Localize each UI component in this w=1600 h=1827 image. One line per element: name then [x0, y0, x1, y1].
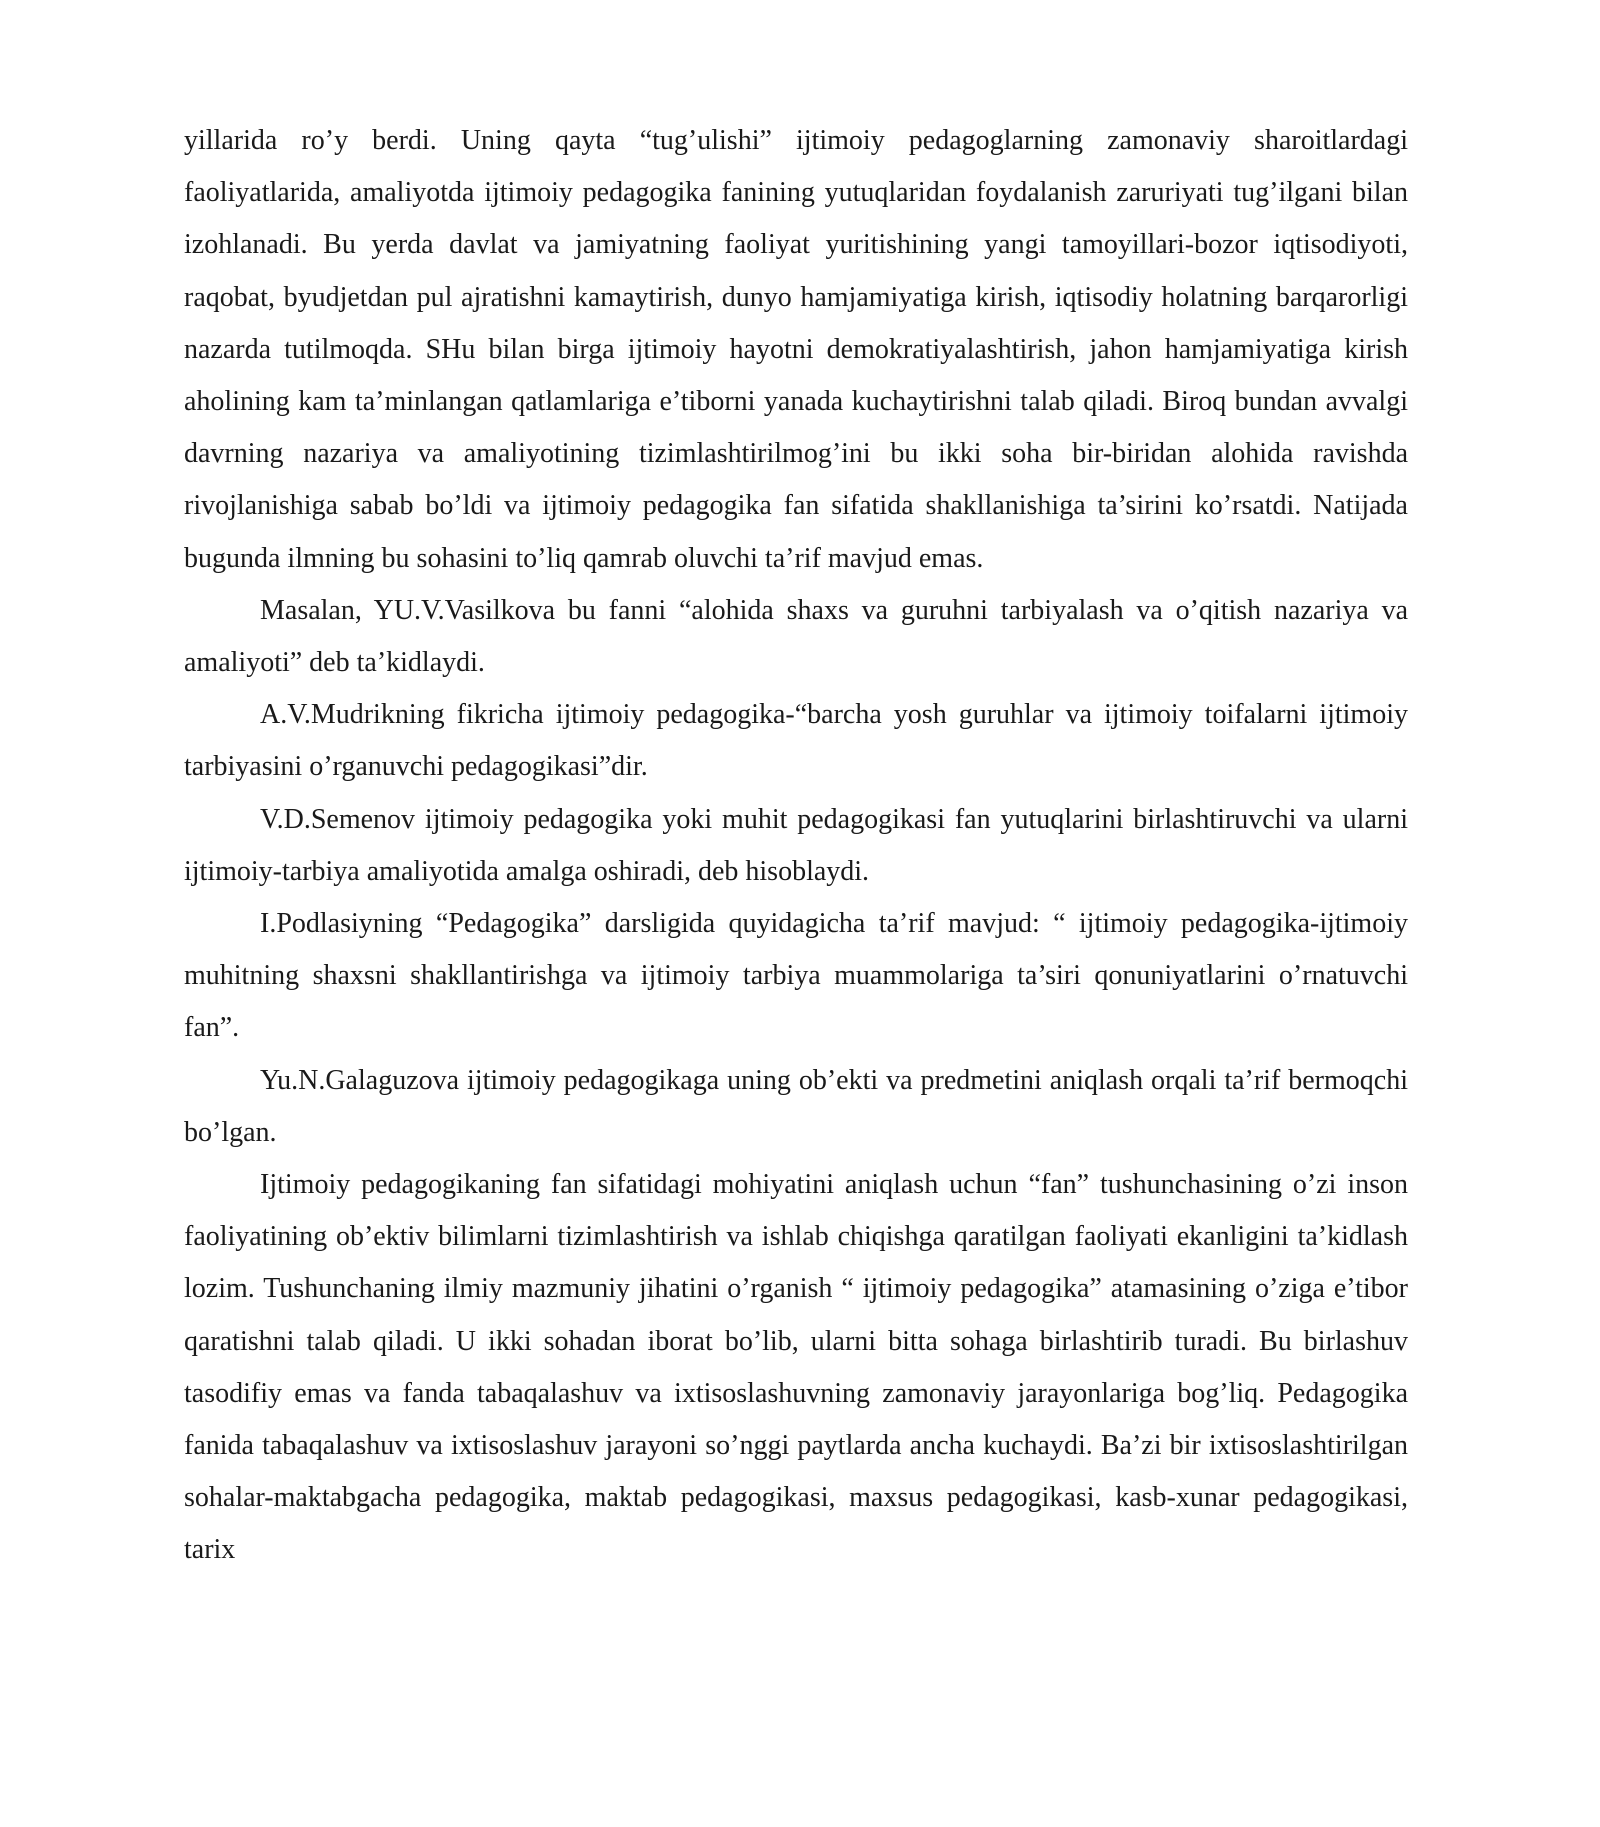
paragraph-podlasiy: I.Podlasiyning “Pedagogika” darsligida quyidagicha ta’rif mavjud: “ ijtimoiy pedagogika-ijtimoiy muhitning shaxsni shakllantirishga va ijtimoiy tarbiya muammolariga ta’siri qonuniyatlarini o’rnatuvchi fan”. — [184, 908, 1408, 1044]
paragraph-vasilkova: Masalan, YU.V.Vasilkova bu fanni “alohida shaxs va guruhni tarbiyalash va o’qitish nazariya va amaliyoti” deb ta’kidlaydi. — [184, 594, 1408, 679]
paragraph-fan-essence: Ijtimoiy pedagogikaning fan sifatidagi mohiyatini aniqlash uchun “fan” tushunchasining o’zi inson faoliyatining ob’ektiv bilimlarni tizimlashtirish va ishlab chiqishga qaratilgan faoliyati ekanligini ta’kidlash lozim. Tushunchaning ilmiy mazmuniy jihatini o’rganish “ ijtimoiy pedagogika” atamasining o’ziga e’tibor qaratishni talab qiladi. U ikki sohadan iborat bo’lib, ularni bitta sohaga birlashtirib turadi. Bu birlashuv tasodifiy emas va fanda tabaqalashuv va ixtisoslashuvning zamonaviy jarayonlariga bog’liq. Pedagogika fanida tabaqalashuv va ixtisoslashuv jarayoni so’nggi paytlarda ancha kuchaydi. Ba’zi bir ixtisoslashtirilgan sohalar-maktabgacha pedagogika, maktab pedagogikasi, maxsus pedagogikasi, kasb-xunar pedagogikasi, tarix — [184, 1169, 1408, 1566]
paragraph-mudrik: A.V.Mudrikning fikricha ijtimoiy pedagogika-“barcha yosh guruhlar va ijtimoiy toifalarni ijtimoiy tarbiyasini o’rganuvchi pedagogikasi”dir. — [184, 699, 1408, 783]
document-page — [184, 115, 1408, 1577]
paragraph-continued: yillarida ro’y berdi. Uning qayta “tug’ulishi” ijtimoiy pedagoglarning zamonaviy sharoitlardagi faoliyatlarida, amaliyotda ijtimoiy pedagogika fanining yutuqlaridan foydalanish zaruriyati tug’ilgani bilan izohlanadi. Bu yerda davlat va jamiyatning faoliyat yuritishining yangi tamoyillari-bozor iqtisodiyoti, raqobat, byudjetdan pul ajratishni kamaytirish, dunyo hamjamiyatiga kirish, iqtisodiy holatning barqarorligi nazarda tutilmoqda. SHu bilan birga ijtimoiy hayotni demokratiyalashtirish, jahon hamjamiyatiga kirish aholining kam ta’minlangan qatlamlariga e’tiborni yanada kuchaytirishni talab qiladi. Biroq bundan avvalgi davrning nazariya va amaliyotining tizimlashtirilmog’ini bu ikki soha bir-biridan alohida ravishda rivojlanishiga sabab bo’ldi va ijtimoiy pedagogika fan sifatida shakllanishiga ta’sirini ko’rsatdi. Natijada bugunda ilmning bu sohasini to’liq qamrab oluvchi ta’rif mavjud emas. — [184, 125, 1408, 574]
paragraph-galaguzova: Yu.N.Galaguzova ijtimoiy pedagogikaga uning ob’ekti va predmetini aniqlash orqali ta’rif bermoqchi bo’lgan. — [184, 1064, 1408, 1148]
paragraph-semenov: V.D.Semenov ijtimoiy pedagogika yoki muhit pedagogikasi fan yutuqlarini birlashtiruvchi va ularni ijtimoiy-tarbiya amaliyotida amalga oshiradi, deb hisoblaydi. — [184, 803, 1408, 887]
